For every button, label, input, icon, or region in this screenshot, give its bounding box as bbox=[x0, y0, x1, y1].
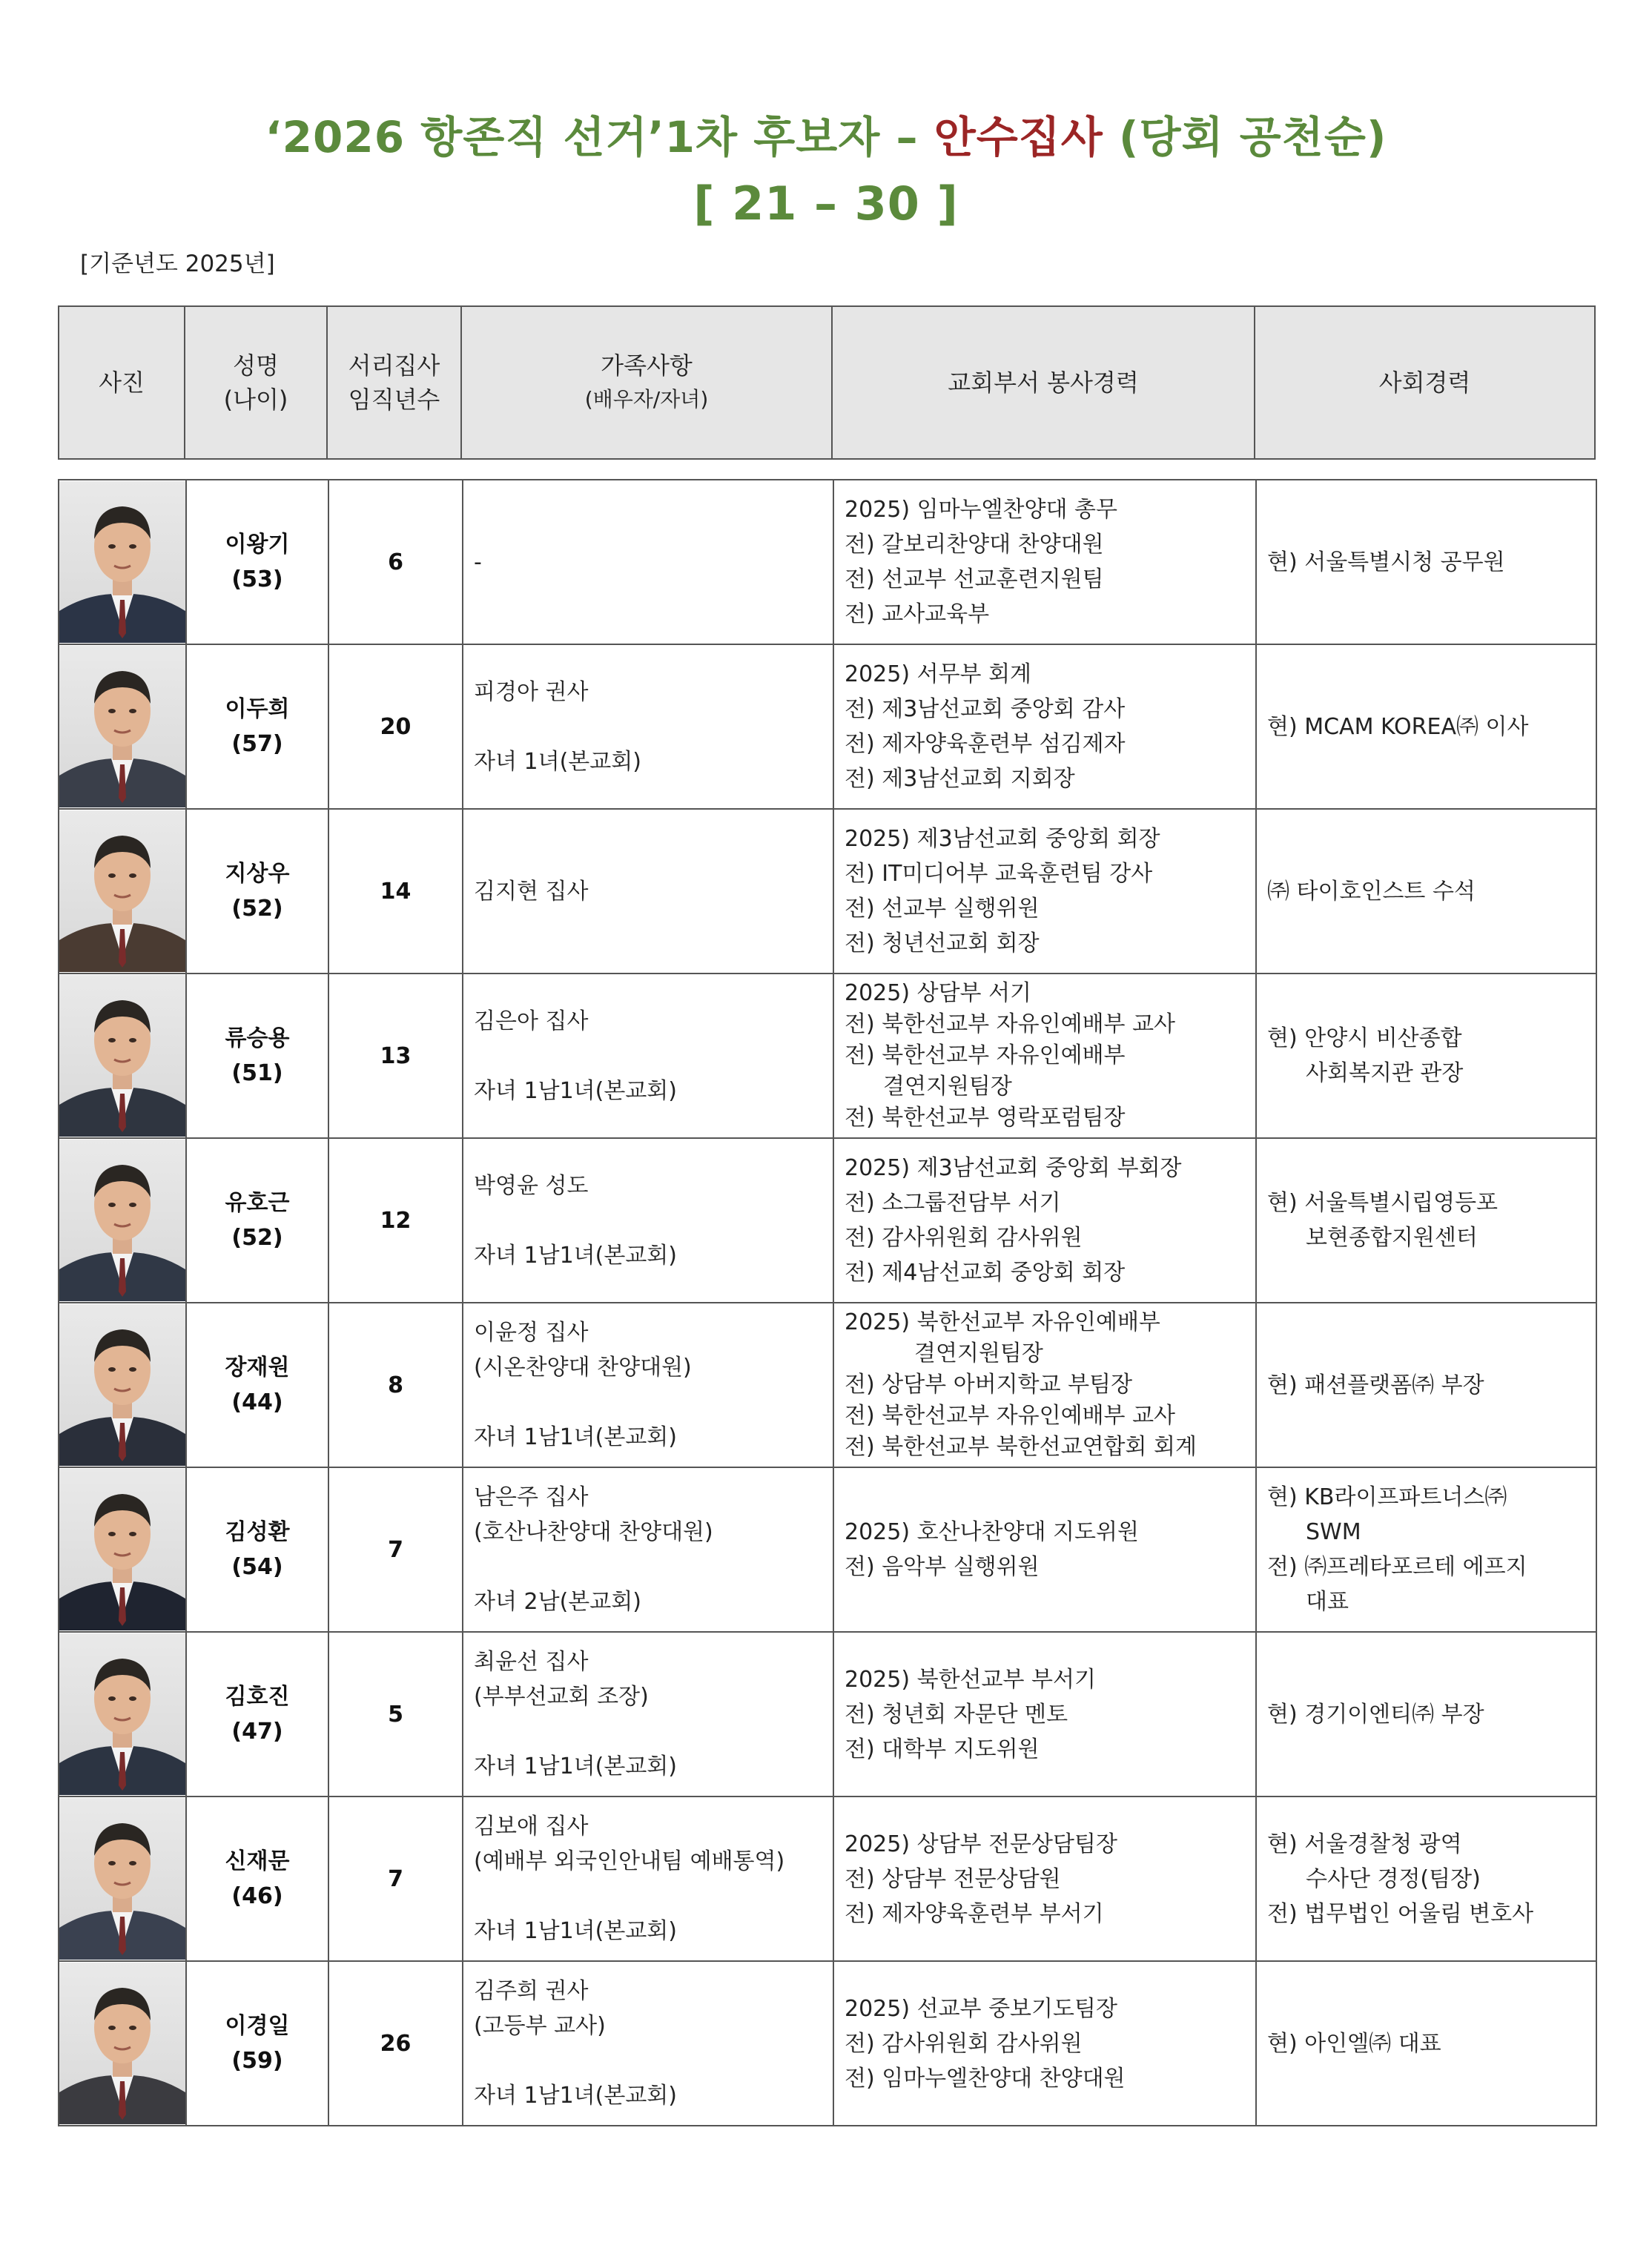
candidate-photo bbox=[59, 1633, 185, 1795]
candidate-service-line: 2025) 상담부 전문상담팀장 bbox=[845, 1831, 1117, 1857]
candidate-social-line: 전) ㈜프레타포르테 에프지 bbox=[1267, 1554, 1527, 1580]
candidate-service-line: 전) 제자양육훈련부 부서기 bbox=[845, 1900, 1104, 1927]
candidate-family bbox=[463, 1303, 833, 1467]
candidate-photo bbox=[59, 1140, 185, 1301]
candidate-service-line: 전) IT미디어부 교육훈련팀 강사 bbox=[845, 861, 1153, 887]
candidate-photo-cell bbox=[59, 480, 186, 644]
candidate-age: (52) bbox=[231, 896, 283, 922]
candidate-social bbox=[1256, 1632, 1596, 1796]
candidate-service bbox=[833, 1796, 1256, 1961]
candidate-service-line: 전) 제3남선교회 중앙회 감사 bbox=[845, 696, 1126, 722]
candidate-family bbox=[463, 1138, 833, 1303]
candidate-family-line bbox=[474, 1550, 833, 1584]
candidate-years: 20 bbox=[328, 644, 463, 809]
candidate-family-line: (예배부 외국인안내팀 예배통역) bbox=[474, 1848, 785, 1874]
candidate-photo-cell bbox=[59, 1138, 186, 1303]
candidate-service-line: 결연지원팀장 bbox=[883, 1074, 1012, 1100]
candidate-years: 12 bbox=[328, 1138, 463, 1303]
candidate-family-line: (고등부 교사) bbox=[474, 2013, 606, 2039]
candidate-years: 13 bbox=[328, 974, 463, 1138]
portrait-icon bbox=[59, 1633, 185, 1795]
candidate-photo bbox=[59, 975, 185, 1137]
candidate-social-line: 현) 서울특별시립영등포 bbox=[1267, 1190, 1499, 1216]
candidate-social-line: SWM bbox=[1306, 1519, 1361, 1545]
candidate-service-line: 전) 제자양육훈련부 섬김제자 bbox=[845, 731, 1126, 757]
candidate-age: (57) bbox=[231, 731, 283, 757]
candidate-social-line: 보현종합지원센터 bbox=[1306, 1225, 1478, 1251]
candidate-family bbox=[463, 480, 833, 644]
candidate-row bbox=[59, 1138, 1596, 1303]
candidate-service bbox=[833, 1961, 1256, 2126]
candidate-family bbox=[463, 644, 833, 809]
candidate-row bbox=[59, 1303, 1596, 1467]
candidate-photo bbox=[59, 1304, 185, 1466]
header-social: 사회경력 bbox=[1255, 306, 1595, 459]
candidate-service-line: 전) 감사위원회 감사위원 bbox=[845, 1225, 1083, 1251]
candidate-years: 7 bbox=[328, 1796, 463, 1961]
candidate-row bbox=[59, 644, 1596, 809]
portrait-icon bbox=[59, 1963, 185, 2124]
candidate-age: (47) bbox=[231, 1719, 283, 1745]
candidate-name-cell bbox=[186, 809, 328, 974]
candidate-family-line bbox=[474, 1039, 833, 1074]
candidate-years: 5 bbox=[328, 1632, 463, 1796]
candidate-service-line: 전) 대학부 지도위원 bbox=[845, 1736, 1040, 1762]
candidate-service-line: 2025) 북한선교부 부서기 bbox=[845, 1666, 1096, 1693]
candidate-service-line: 전) 제3남선교회 지회장 bbox=[845, 766, 1075, 792]
candidate-service bbox=[833, 644, 1256, 809]
page-title bbox=[0, 102, 1652, 165]
title-suffix: (당회 공천순) bbox=[1103, 112, 1387, 162]
candidate-name: 유호근 bbox=[225, 1190, 290, 1216]
candidate-row bbox=[59, 480, 1596, 644]
candidate-family-line: (시온찬양대 찬양대원) bbox=[474, 1355, 692, 1381]
header-photo: 사진 bbox=[59, 306, 185, 459]
candidate-photo-cell bbox=[59, 1961, 186, 2126]
candidate-name: 신재문 bbox=[225, 1848, 290, 1874]
candidate-service-line: 전) 교사교육부 bbox=[845, 601, 990, 627]
candidate-name: 이경일 bbox=[225, 2013, 290, 2039]
portrait-icon bbox=[59, 1469, 185, 1630]
candidate-family-line: 김지현 집사 bbox=[474, 878, 589, 905]
header-service: 교회부서 봉사경력 bbox=[832, 306, 1255, 459]
candidate-name-cell bbox=[186, 1467, 328, 1632]
candidate-family bbox=[463, 974, 833, 1138]
candidate-service-line: 결연지원팀장 bbox=[914, 1341, 1043, 1366]
candidate-service-line: 전) 북한선교부 자유인예배부 교사 bbox=[845, 1403, 1176, 1429]
candidate-family-line bbox=[474, 1879, 833, 1914]
candidate-family-line: 이윤정 집사 bbox=[474, 1320, 589, 1346]
candidate-row bbox=[59, 1961, 1596, 2126]
candidate-family-line: 자녀 1남1녀(본교회) bbox=[474, 1077, 677, 1104]
candidate-name-cell bbox=[186, 1961, 328, 2126]
page-subtitle: [ 21 – 30 ] bbox=[693, 176, 959, 231]
candidate-family-line bbox=[474, 1385, 833, 1420]
candidate-family-line: 김보애 집사 bbox=[474, 1814, 589, 1840]
candidate-family-line: 남은주 집사 bbox=[474, 1484, 589, 1510]
basis-year: [기준년도 2025년] bbox=[80, 251, 275, 277]
candidate-service-line: 전) 임마누엘찬양대 찬양대원 bbox=[845, 2065, 1126, 2092]
candidate-social bbox=[1256, 1303, 1596, 1467]
candidate-family-line: 김주희 권사 bbox=[474, 1978, 589, 2004]
candidate-service-line: 전) 상담부 전문상담원 bbox=[845, 1865, 1061, 1892]
candidate-service-line: 2025) 제3남선교회 중앙회 부회장 bbox=[845, 1155, 1182, 1181]
candidate-family-line: 김은아 집사 bbox=[474, 1008, 589, 1034]
candidate-photo-cell bbox=[59, 1303, 186, 1467]
candidate-social-line: 현) KB라이프파트너스㈜ bbox=[1267, 1484, 1507, 1510]
candidate-social bbox=[1256, 1961, 1596, 2126]
candidate-service bbox=[833, 480, 1256, 644]
candidate-family-line: (호산나찬양대 찬양대원) bbox=[474, 1519, 713, 1545]
candidate-social bbox=[1256, 1796, 1596, 1961]
candidate-table bbox=[58, 479, 1597, 2126]
candidate-years: 14 bbox=[328, 809, 463, 974]
candidate-service-line: 전) 상담부 아버지학교 부팀장 bbox=[845, 1372, 1133, 1398]
candidate-social-line: 현) 아인엘㈜ 대표 bbox=[1267, 2030, 1441, 2057]
candidate-row bbox=[59, 1632, 1596, 1796]
candidate-family bbox=[463, 1961, 833, 2126]
candidate-service-line: 전) 북한선교부 자유인예배부 교사 bbox=[845, 1011, 1176, 1037]
candidate-service-line: 전) 음악부 실행위원 bbox=[845, 1554, 1040, 1580]
candidate-name: 김호진 bbox=[225, 1684, 290, 1710]
portrait-icon bbox=[59, 810, 185, 972]
candidate-social-line: 현) 패션플랫폼㈜ 부장 bbox=[1267, 1372, 1484, 1398]
candidate-social-line: 현) 서울경찰청 광역 bbox=[1267, 1831, 1462, 1857]
portrait-icon bbox=[59, 481, 185, 643]
candidate-name-cell bbox=[186, 974, 328, 1138]
candidate-service bbox=[833, 1138, 1256, 1303]
candidate-social bbox=[1256, 809, 1596, 974]
candidate-service-line: 전) 북한선교부 자유인예배부 bbox=[845, 1042, 1126, 1068]
candidate-social-line: 수사단 경정(팀장) bbox=[1306, 1865, 1481, 1892]
candidate-service-line: 2025) 호산나찬양대 지도위원 bbox=[845, 1519, 1139, 1545]
candidate-family bbox=[463, 1467, 833, 1632]
candidate-service bbox=[833, 1467, 1256, 1632]
candidate-social-line: 현) 안양시 비산종합 bbox=[1267, 1025, 1462, 1051]
candidate-name-cell bbox=[186, 1138, 328, 1303]
title-prefix: ‘2026 항존직 선거’1차 후보자 – bbox=[265, 112, 934, 162]
candidate-age: (52) bbox=[231, 1225, 283, 1251]
candidate-photo-cell bbox=[59, 1796, 186, 1961]
candidate-service-line: 전) 선교부 실행위원 bbox=[845, 896, 1040, 922]
candidate-social-line: 현) MCAM KOREA㈜ 이사 bbox=[1267, 713, 1529, 740]
candidate-name: 김성환 bbox=[225, 1519, 290, 1545]
candidate-row bbox=[59, 1796, 1596, 1961]
portrait-icon bbox=[59, 975, 185, 1137]
candidate-family bbox=[463, 1796, 833, 1961]
candidate-social bbox=[1256, 644, 1596, 809]
candidate-name: 류승용 bbox=[225, 1025, 290, 1051]
candidate-age: (54) bbox=[231, 1554, 283, 1580]
candidate-service-line: 전) 선교부 선교훈련지원팀 bbox=[845, 566, 1104, 592]
candidate-family-line: 자녀 1남1녀(본교회) bbox=[474, 1918, 677, 1944]
candidate-service-line: 전) 북한선교부 영락포럼팀장 bbox=[845, 1105, 1126, 1131]
candidate-social-line: 현) 서울특별시청 공무원 bbox=[1267, 549, 1505, 575]
candidate-social-line: 대표 bbox=[1306, 1589, 1349, 1615]
candidate-service bbox=[833, 1303, 1256, 1467]
candidate-photo-cell bbox=[59, 644, 186, 809]
candidate-social bbox=[1256, 1467, 1596, 1632]
candidate-service-line: 전) 감사위원회 감사위원 bbox=[845, 2030, 1083, 2057]
candidate-service bbox=[833, 974, 1256, 1138]
candidate-social bbox=[1256, 480, 1596, 644]
candidate-service bbox=[833, 809, 1256, 974]
candidate-photo-cell bbox=[59, 1632, 186, 1796]
candidate-family-line bbox=[474, 1714, 833, 1749]
candidate-photo bbox=[59, 810, 185, 972]
candidate-age: (46) bbox=[231, 1883, 283, 1909]
candidate-social-line: ㈜ 타이호인스트 수석 bbox=[1267, 878, 1476, 905]
candidate-family-line bbox=[474, 710, 833, 744]
portrait-icon bbox=[59, 1304, 185, 1466]
candidate-years: 7 bbox=[328, 1467, 463, 1632]
candidate-photo bbox=[59, 646, 185, 807]
candidate-social bbox=[1256, 1138, 1596, 1303]
candidate-years: 8 bbox=[328, 1303, 463, 1467]
header-family: 가족사항 (배우자/자녀) bbox=[461, 306, 832, 459]
candidate-name: 이왕기 bbox=[225, 532, 290, 558]
candidate-family bbox=[463, 809, 833, 974]
header-name: 성명 (나이) bbox=[185, 306, 327, 459]
candidate-age: (51) bbox=[231, 1060, 283, 1086]
candidate-service-line: 전) 갈보리찬양대 찬양대원 bbox=[845, 532, 1104, 558]
portrait-icon bbox=[59, 1798, 185, 1960]
candidate-service-line: 2025) 북한선교부 자유인예배부 bbox=[845, 1309, 1160, 1335]
candidate-name-cell bbox=[186, 1303, 328, 1467]
portrait-icon bbox=[59, 1140, 185, 1301]
candidate-social-line: 사회복지관 관장 bbox=[1306, 1060, 1464, 1086]
candidate-service-line: 2025) 서무부 회계 bbox=[845, 661, 1032, 687]
candidate-family-line: 자녀 1남1녀(본교회) bbox=[474, 1242, 677, 1269]
candidate-age: (44) bbox=[231, 1389, 283, 1415]
candidate-name-cell bbox=[186, 1632, 328, 1796]
candidate-photo bbox=[59, 481, 185, 643]
candidate-social-line: 전) 법무법인 어울림 변호사 bbox=[1267, 1900, 1534, 1927]
portrait-icon bbox=[59, 646, 185, 807]
candidate-family-line: 최윤선 집사 bbox=[474, 1649, 589, 1675]
candidate-photo bbox=[59, 1963, 185, 2124]
candidate-family-line: 자녀 1녀(본교회) bbox=[474, 748, 641, 775]
candidate-family-line bbox=[474, 2043, 833, 2078]
candidate-family-line: 자녀 1남1녀(본교회) bbox=[474, 2083, 677, 2109]
candidate-service-line: 전) 북한선교부 북한선교연합회 회계 bbox=[845, 1434, 1197, 1460]
candidate-years: 6 bbox=[328, 480, 463, 644]
candidate-photo bbox=[59, 1798, 185, 1960]
candidate-name-cell bbox=[186, 644, 328, 809]
candidate-service-line: 전) 제4남선교회 중앙회 회장 bbox=[845, 1260, 1126, 1286]
candidate-service-line: 전) 청년선교회 회장 bbox=[845, 931, 1040, 956]
candidate-service-line: 2025) 선교부 중보기도팀장 bbox=[845, 1995, 1117, 2022]
header-years: 서리집사 임직년수 bbox=[327, 306, 461, 459]
candidate-service bbox=[833, 1632, 1256, 1796]
candidate-family bbox=[463, 1632, 833, 1796]
candidate-name: 지상우 bbox=[225, 861, 290, 887]
candidate-service-line: 전) 청년회 자문단 멘토 bbox=[845, 1701, 1068, 1728]
candidate-family-line bbox=[474, 1203, 833, 1238]
candidate-name-cell bbox=[186, 480, 328, 644]
candidate-photo-cell bbox=[59, 1467, 186, 1632]
candidate-photo bbox=[59, 1469, 185, 1630]
candidate-family-line: 자녀 1남1녀(본교회) bbox=[474, 1753, 677, 1779]
candidate-family-line: 피경아 권사 bbox=[474, 678, 589, 705]
candidate-family-line: (부부선교회 조장) bbox=[474, 1684, 649, 1710]
candidate-family-line: 자녀 1남1녀(본교회) bbox=[474, 1424, 677, 1450]
candidate-photo-cell bbox=[59, 974, 186, 1138]
candidate-name-cell bbox=[186, 1796, 328, 1961]
candidate-photo-cell bbox=[59, 809, 186, 974]
candidate-row bbox=[59, 974, 1596, 1138]
candidate-age: (59) bbox=[231, 2048, 283, 2074]
candidate-service-line: 2025) 임마누엘찬양대 총무 bbox=[845, 497, 1117, 523]
candidate-service-line: 전) 소그룹전담부 서기 bbox=[845, 1190, 1061, 1216]
candidate-social bbox=[1256, 974, 1596, 1138]
candidate-social-line: 현) 경기이엔티㈜ 부장 bbox=[1267, 1701, 1484, 1728]
candidate-family-line: 박영윤 성도 bbox=[474, 1172, 589, 1199]
header-table bbox=[58, 305, 1596, 460]
candidate-row bbox=[59, 809, 1596, 974]
candidate-name: 장재원 bbox=[225, 1355, 290, 1381]
candidate-family-line: 자녀 2남(본교회) bbox=[474, 1589, 641, 1615]
candidate-service-line: 2025) 제3남선교회 중앙회 회장 bbox=[845, 826, 1160, 852]
candidate-age: (53) bbox=[231, 566, 283, 592]
title-highlight: 안수집사 bbox=[934, 112, 1103, 162]
candidate-years: 26 bbox=[328, 1961, 463, 2126]
candidate-service-line: 2025) 상담부 서기 bbox=[845, 980, 1032, 1006]
candidate-name: 이두희 bbox=[225, 696, 290, 722]
candidate-family-line: - bbox=[474, 549, 482, 575]
candidate-row bbox=[59, 1467, 1596, 1632]
